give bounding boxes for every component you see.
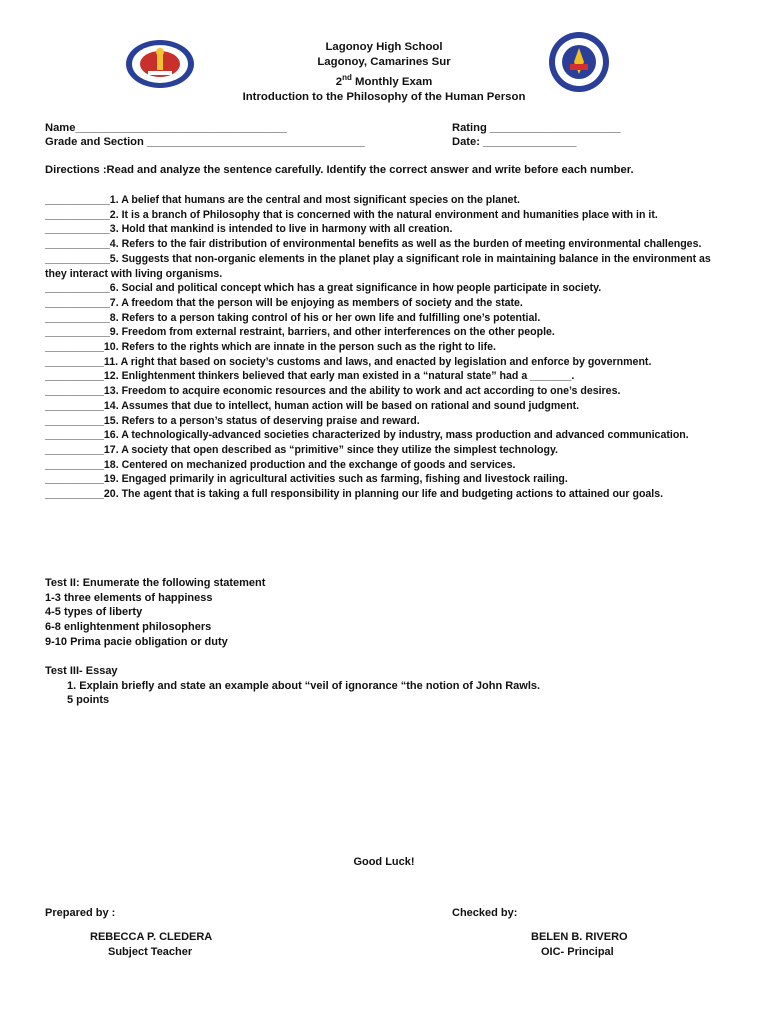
rating-field[interactable]: Rating _____________________: [452, 122, 621, 134]
exam-ordinal-suffix: nd: [342, 73, 352, 82]
test1-item: __________12. Enlightenment thinkers believed that early man existed in a “natural state” had a _______.: [45, 370, 575, 383]
test3-title: Test III- Essay: [45, 665, 118, 677]
good-luck-text: Good Luck!: [353, 856, 415, 868]
test2-section: [45, 576, 265, 650]
grade-section-field[interactable]: Grade and Section ___________________________________: [45, 136, 365, 148]
test1-item: __________15. Refers to a person’s status of deserving praise and reward.: [45, 414, 420, 427]
exam-ordinal: 2: [335, 75, 343, 88]
exam-header: [0, 40, 768, 105]
test2-item: 4-5 types of liberty: [45, 606, 143, 619]
prepared-by-title: Subject Teacher: [108, 946, 193, 958]
checked-by-label: Checked by:: [452, 907, 518, 919]
test1-item: ___________3. Hold that mankind is intended to live in harmony with all creation.: [45, 223, 453, 236]
test1-item: ___________4. Refers to the fair distribution of environmental benefits as well as the burden of meeting environmental challenges.: [45, 238, 702, 251]
test1-item: __________19. Engaged primarily in agricultural activities such as farming, fishing and livestock railing.: [45, 473, 568, 486]
exam-title-rest: Monthly Exam: [351, 75, 433, 88]
test1-item: __________17. A society that open described as “primitive” since they utilize the simplest technology.: [45, 443, 558, 456]
prepared-by-name: REBECCA P. CLEDERA: [90, 931, 213, 943]
essay-question: 1. Explain briefly and state an example about “veil of ignorance “the notion of John Rawls.: [67, 679, 541, 692]
test1-item: __________11. A right that based on society’s customs and laws, and enacted by legislation and enforce by government.: [45, 355, 652, 368]
test1-item: __________14. Assumes that due to intellect, human action will be based on rational and sound judgment.: [45, 399, 580, 412]
date-field[interactable]: Date: _______________: [452, 136, 577, 148]
essay-points: 5 points: [67, 694, 110, 707]
test1-item: ___________8. Refers to a person taking control of his or her own life and fulfilling one’s potential.: [45, 311, 541, 324]
test1-item: ___________6. Social and political concept which has a great significance in how people participate in society.: [45, 282, 602, 295]
test1-item: __________13. Freedom to acquire economic resources and the ability to work and act according to one’s desires.: [45, 385, 621, 398]
test1-item: ___________5. Suggests that non-organic elements in the planet play a significant role in maintaining balance in the environment as they interact with living organisms.: [45, 252, 711, 280]
directions-text: Directions :Read and analyze the sentence carefully. Identify the correct answer and write before each number.: [45, 164, 634, 176]
exam-title: [0, 70, 768, 90]
test1-item: __________16. A technologically-advanced societies characterized by industry, mass production and advanced communication.: [45, 429, 689, 442]
test1-item: ___________2. It is a branch of Philosophy that is concerned with the natural environment and humanities place with in it.: [45, 208, 658, 221]
test1-item: __________10. Refers to the rights which are innate in the person such as the right to life.: [45, 341, 496, 354]
test2-item: 1-3 three elements of happiness: [45, 591, 213, 604]
test1-item: __________18. Centered on mechanized production and the exchange of goods and services.: [45, 458, 516, 471]
checked-by-title: OIC- Principal: [541, 946, 614, 958]
checked-by-name: BELEN B. RIVERO: [531, 931, 628, 943]
test1-item: ___________9. Freedom from external restraint, barriers, and other interferences on the other people.: [45, 326, 555, 339]
test2-title: Test II: Enumerate the following statement: [45, 577, 266, 589]
test1-item: __________20. The agent that is taking a full responsibility in planning our life and budgeting actions to attained our goals.: [45, 488, 664, 501]
test1-item: ___________1. A belief that humans are the central and most significant species on the planet.: [45, 194, 520, 206]
test1-list: [45, 193, 725, 502]
test2-item: 9-10 Prima pacie obligation or duty: [45, 635, 228, 648]
test2-item: 6-8 enlightenment philosophers: [45, 621, 212, 634]
subject-title: Introduction to the Philosophy of the Human Person: [242, 90, 526, 103]
school-name: Lagonoy High School: [325, 41, 443, 53]
school-location: Lagonoy, Camarines Sur: [317, 56, 451, 68]
name-field[interactable]: Name__________________________________: [45, 122, 288, 134]
test1-item: ___________7. A freedom that the person will be enjoying as members of society and the state.: [45, 296, 523, 309]
prepared-by-label: Prepared by :: [45, 907, 116, 919]
test3-section: [45, 664, 540, 708]
